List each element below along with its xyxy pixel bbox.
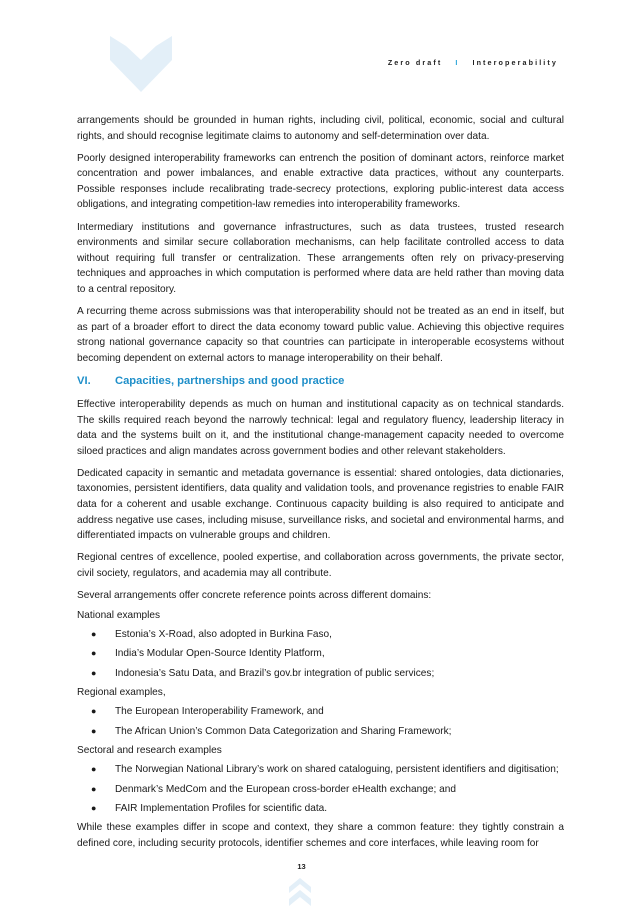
section-number: VI.	[77, 375, 91, 388]
page-body	[77, 113, 564, 858]
header-document-status: Zero draft	[387, 58, 443, 67]
bullet-icon: ●	[91, 667, 97, 678]
bullet-icon: ●	[91, 764, 97, 775]
paragraph: Several arrangements offer concrete reference points across different domains:	[77, 590, 432, 602]
bullet-list-national	[77, 627, 564, 681]
bullet-icon: ●	[91, 802, 97, 813]
bullet-icon: ●	[91, 725, 97, 736]
paragraph: Dedicated capacity in semantic and metadata governance is essential: shared ontologies, data dictionaries, taxonomies, persistent identifiers, data quality and validation tools, and provenance registries to enable FAIR data for a coherent and usable exchange. Continuous capacity building is also required to anticipate and address negative use cases, including misuse, surveillance risks, and societal and environmental harms, and differentiated impacts on vulnerable groups and children.	[77, 467, 564, 542]
bullet-list-sectoral	[77, 762, 564, 816]
bullet-icon: ●	[91, 629, 97, 640]
paragraph: A recurring theme across submissions was that interoperability should not be treated as an end in itself, but as part of a broader effort to direct the data economy toward public value. Achieving this objective requires strong national governance capacity so that countries can participate in interoperable ecosystems without becoming dependent on external actors to manage interoperability on their behalf.	[77, 306, 564, 364]
list-item: ● Denmark’s MedCom and the European cross-border eHealth exchange; and	[77, 782, 564, 798]
bullet-icon: ●	[91, 706, 97, 717]
section-title: Capacities, partnerships and good practice	[115, 375, 345, 388]
running-header	[388, 58, 558, 67]
list-item: ● The European Interoperability Framework, and	[77, 704, 564, 720]
example-group-label: National examples	[77, 609, 161, 621]
list-item: ● The African Union’s Common Data Categorization and Sharing Framework;	[77, 724, 564, 740]
paragraph: Intermediary institutions and governance infrastructures, such as data trustees, trusted research environments and similar secure collaboration mechanisms, can help facilitate controlled access to data without requiring full transfer or centralization. These arrangements often rely on privacy-preserving techniques and approaches in which computation is performed where data are held rather than moving data to a central repository.	[77, 221, 564, 295]
un-chevron-logo	[110, 36, 172, 92]
header-separator: I	[455, 58, 460, 67]
paragraph: Poorly designed interoperability frameworks can entrench the position of dominant actors, reinforce market concentration and power imbalances, and enable extractive data practices, without any counterparts. Possible responses include recalibrating trade-secrecy protections, exploring public-interest data access obligations, and integrating competition-law remedies into interoperability frameworks.	[77, 152, 564, 211]
list-item: ● The Norwegian National Library’s work on shared cataloguing, persistent identifiers and digitisation;	[77, 762, 564, 778]
example-group-label: Regional examples,	[77, 686, 166, 698]
bullet-list-regional	[77, 704, 564, 739]
paragraph: Effective interoperability depends as much on human and institutional capacity as on technical standards. The skills required reach beyond the narrowly technical: legal and regulatory fluency, leadership literacy in data and the systems built on it, and the institutional change-management capacity needed to overcome siloed practices and align mandates across government bodies and other relevant stakeholders.	[77, 399, 564, 457]
paragraph: Regional centres of excellence, pooled expertise, and collaboration across governments, the private sector, civil society, regulators, and academia may all contribute.	[77, 552, 564, 579]
page-number: 13	[297, 862, 306, 871]
header-document-topic: Interoperability	[472, 58, 558, 67]
list-item: ● India’s Modular Open-Source Identity Platform,	[77, 646, 564, 662]
list-item: ● Indonesia’s Satu Data, and Brazil’s gov.br integration of public services;	[77, 666, 564, 682]
footer-chevron-logo	[289, 878, 311, 906]
bullet-icon: ●	[91, 783, 97, 794]
list-item: ● FAIR Implementation Profiles for scientific data.	[77, 801, 564, 817]
section-heading	[77, 374, 564, 390]
bullet-icon: ●	[91, 648, 97, 659]
paragraph: While these examples differ in scope and context, they share a common feature: they tightly constrain a defined core, including security protocols, identifier schemes and core interfaces, while leaving room for	[77, 821, 564, 849]
paragraph: arrangements should be grounded in human rights, including civil, political, economic, social and cultural rights, and should recognise legitimate claims to autonomy and self-determination over data.	[77, 115, 564, 142]
example-group-label: Sectoral and research examples	[77, 744, 222, 756]
list-item: ● Estonia’s X-Road, also adopted in Burkina Faso,	[77, 627, 564, 643]
